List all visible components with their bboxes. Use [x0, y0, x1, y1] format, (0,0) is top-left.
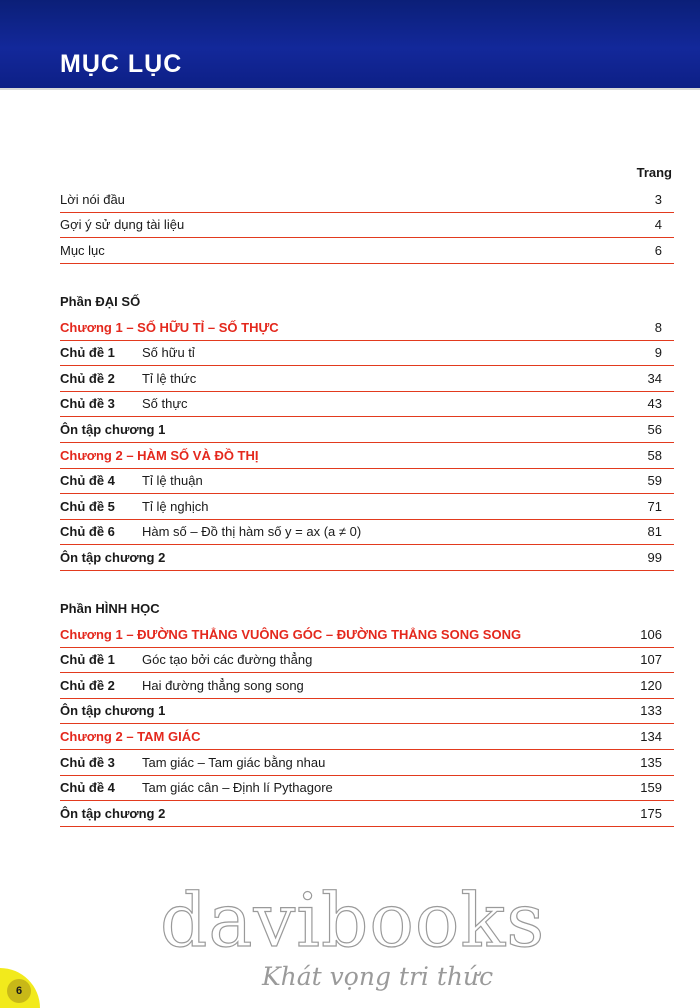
- toc-topic[interactable]: [60, 494, 674, 520]
- toc-topic[interactable]: [60, 776, 674, 802]
- chapter-label: Chương 2 – HÀM SỐ VÀ ĐỒ THỊ: [60, 447, 259, 463]
- page-number: 6: [7, 979, 31, 1003]
- toc-review[interactable]: [60, 801, 674, 827]
- topic-label: Chủ đề 6: [60, 524, 115, 540]
- entry-page: 3: [654, 191, 662, 207]
- toc-review[interactable]: [60, 699, 674, 725]
- toc-topic[interactable]: [60, 366, 674, 392]
- topic-title: Hai đường thẳng song song: [142, 677, 304, 693]
- toc-topic[interactable]: [60, 392, 674, 418]
- topic-title: Tỉ lệ thức: [142, 370, 197, 386]
- topic-label: Chủ đề 2: [60, 370, 115, 386]
- toc-entry[interactable]: [60, 187, 674, 213]
- page-column-label: Trang: [636, 165, 672, 180]
- topic-title: Hàm số – Đồ thị hàm số y = ax (a ≠ 0): [142, 524, 362, 540]
- entry-page: 58: [647, 447, 662, 463]
- topic-title: Tam giác – Tam giác bằng nhau: [142, 754, 326, 770]
- section-heading-geometry: Phần HÌNH HỌC: [60, 601, 160, 616]
- review-label: Ôn tập chương 1: [60, 421, 166, 437]
- toc-topic[interactable]: [60, 648, 674, 674]
- entry-page: 81: [647, 524, 662, 540]
- entry-page: 34: [647, 370, 662, 386]
- entry-label: Gợi ý sử dụng tài liệu: [60, 217, 185, 233]
- page-number-badge: [0, 968, 40, 1008]
- entry-page: 6: [654, 242, 662, 258]
- topic-label: Chủ đề 5: [60, 498, 115, 514]
- topic-label: Chủ đề 1: [60, 345, 115, 361]
- topic-title: Góc tạo bởi các đường thẳng: [142, 652, 313, 668]
- entry-page: 120: [640, 677, 662, 693]
- entry-page: 8: [654, 319, 662, 335]
- toc-review[interactable]: [60, 417, 674, 443]
- toc-topic[interactable]: [60, 469, 674, 495]
- toc-entry[interactable]: [60, 238, 674, 264]
- toc-chapter[interactable]: [60, 724, 674, 750]
- entry-page: 43: [647, 396, 662, 412]
- review-label: Ôn tập chương 2: [60, 549, 166, 565]
- toc-topic[interactable]: [60, 341, 674, 367]
- entry-page: 106: [640, 626, 662, 642]
- entry-page: 175: [640, 805, 662, 821]
- toc-review[interactable]: [60, 545, 674, 571]
- entry-page: 71: [647, 498, 662, 514]
- entry-page: 134: [640, 728, 662, 744]
- toc-topic[interactable]: [60, 673, 674, 699]
- chapter-label: Chương 1 – ĐƯỜNG THẲNG VUÔNG GÓC – ĐƯỜNG THẲNG SONG SONG: [60, 626, 522, 642]
- review-label: Ôn tập chương 2: [60, 805, 166, 821]
- topic-label: Chủ đề 4: [60, 780, 115, 796]
- toc-chapter[interactable]: [60, 622, 674, 648]
- algebra-list: [60, 315, 674, 571]
- entry-label: Mục lục: [60, 242, 105, 258]
- section-heading-algebra: Phần ĐẠI SỐ: [60, 294, 141, 309]
- topic-title: Số hữu tỉ: [142, 345, 195, 361]
- entry-label: Lời nói đầu: [60, 191, 125, 207]
- topic-label: Chủ đề 2: [60, 677, 115, 693]
- intro-list: [60, 187, 674, 264]
- topic-title: Tam giác cân – Định lí Pythagore: [142, 780, 333, 796]
- geometry-list: [60, 622, 674, 827]
- watermark-brand: davibooks: [160, 878, 546, 964]
- entry-page: 159: [640, 780, 662, 796]
- toc-entry[interactable]: [60, 213, 674, 239]
- review-label: Ôn tập chương 1: [60, 703, 166, 719]
- entry-page: 135: [640, 754, 662, 770]
- entry-page: 107: [640, 652, 662, 668]
- entry-page: 59: [647, 473, 662, 489]
- entry-page: 99: [647, 549, 662, 565]
- watermark-slogan: Khát vọng tri thức: [262, 962, 494, 991]
- topic-title: Tỉ lệ thuận: [142, 473, 203, 489]
- page-title: MỤC LỤC: [60, 50, 183, 78]
- toc-topic[interactable]: [60, 750, 674, 776]
- chapter-label: Chương 2 – TAM GIÁC: [60, 728, 201, 744]
- topic-title: Số thực: [142, 396, 188, 412]
- toc-chapter[interactable]: [60, 315, 674, 341]
- entry-page: 56: [647, 421, 662, 437]
- entry-page: 9: [654, 345, 662, 361]
- toc-chapter[interactable]: [60, 443, 674, 469]
- topic-label: Chủ đề 1: [60, 652, 115, 668]
- entry-page: 4: [654, 217, 662, 233]
- topic-label: Chủ đề 3: [60, 396, 115, 412]
- topic-label: Chủ đề 4: [60, 473, 115, 489]
- topic-title: Tỉ lệ nghịch: [142, 498, 209, 514]
- toc-topic[interactable]: [60, 520, 674, 546]
- topic-label: Chủ đề 3: [60, 754, 115, 770]
- header-banner: [0, 0, 700, 88]
- chapter-label: Chương 1 – SỐ HỮU TỈ – SỐ THỰC: [60, 319, 279, 335]
- entry-page: 133: [640, 703, 662, 719]
